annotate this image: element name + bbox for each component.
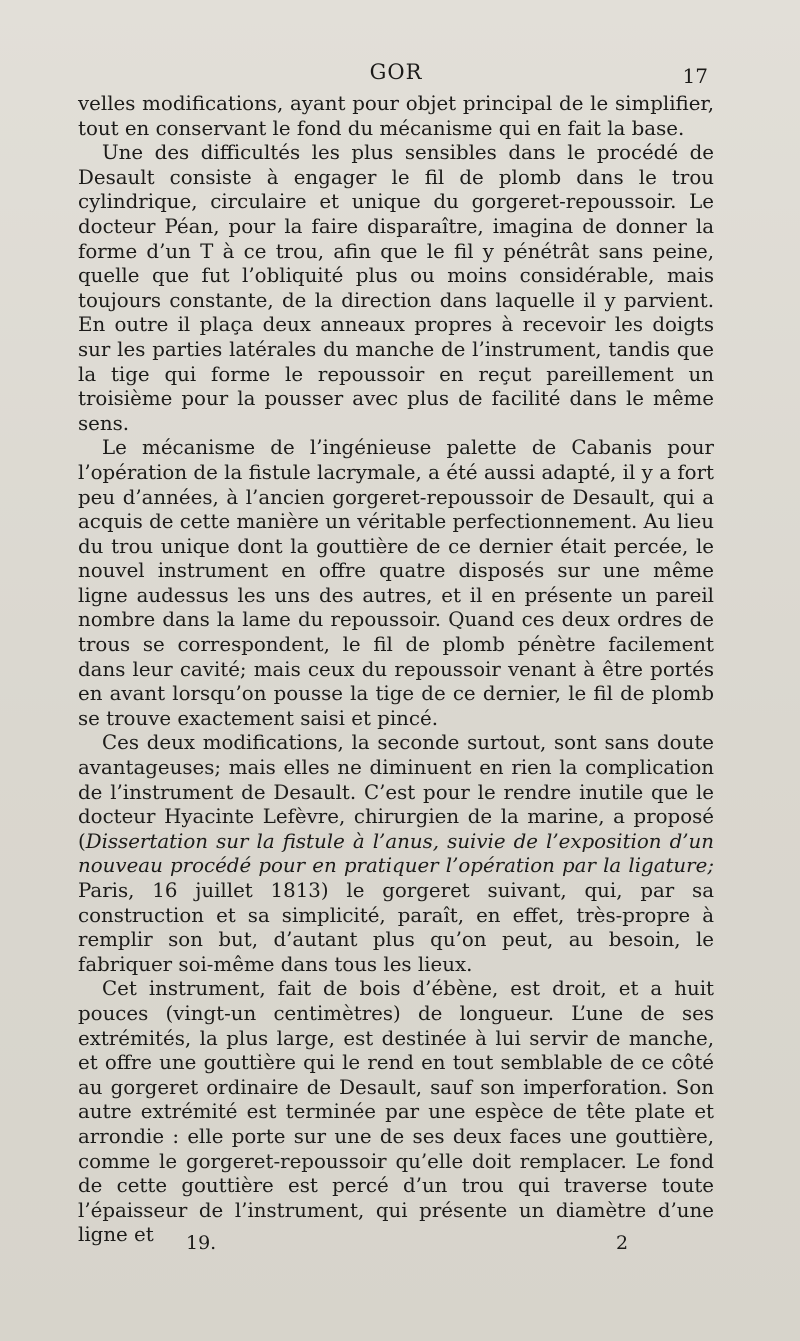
paragraph-3: Le mécanisme de l’ingénieuse palette de Cabanis pour l’opération de la fistule lacrymale, a été aussi adapté, il y a fort peu d’années, à l’ancien gorgeret-repoussoir de Desault, qui a acquis de cette manière un véritable perfectionnement. Au lieu du trou unique dont la gouttière de ce dernier était percée, le nouvel instrument en offre quatre disposés sur une même ligne audessus les uns des autres, et il en présente un pareil nombre dans la lame du repoussoir. Quand ces deux ordres de trous se correspondent, le fil de plomb pénètre facilement dans leur cavité; mais ceux du repoussoir venant à être portés en avant lorsqu’on pousse la tige de ce dernier, le fil de plomb se trouve exactement saisi et pincé. [78,436,714,730]
paragraph-5: Cet instrument, fait de bois d’ébène, est droit, et a huit pouces (vingt-un centimètres) de longueur. L’une de ses extrémités, la plus large, est destinée à lui servir de manche, et offre une gouttière qui le rend en tout semblable de ce côté au gorgeret ordinaire de Desault, sauf son imperforation. Son autre extrémité est terminée par une espèce de tête plate et arrondie : elle porte sur une de ses deux faces une gouttière, comme le gorgeret-repoussoir qu’elle doit remplacer. Le fond de cette gouttière est percé d’un trou qui traverse toute l’épaisseur de l’instrument, qui présente un diamètre d’une ligne et [78,977,714,1247]
paragraph-4-citation-italic: Dissertation sur la fistule à l’anus, suivie de l’exposition d’un nouveau procédé pour en pratiquer l’opération par la ligature; [78,829,714,878]
signature-mark: 19. [186,1232,217,1254]
paragraph-4 [78,731,714,977]
page-header [78,60,714,90]
paragraph-2: Une des difficultés les plus sensibles dans le procédé de Desault consiste à engager le fil de plomb dans le trou cylindrique, circulaire et unique du gorgeret-repoussoir. Le docteur Péan, pour la faire disparaître, imagina de donner la forme d’un T à ce trou, afin que le fil y pénétrât sans peine, quelle que fut l’obliquité plus ou moins considérable, mais toujours constante, de la direction dans laquelle il y parvient. En outre il plaça deux anneaux propres à recevoir les doigts sur les parties latérales du manche de l’instrument, tandis que la tige qui forme le repoussoir en reçut pareillement un troisième pour la pousser avec plus de facilité dans le même sens. [78,141,714,435]
paragraph-4-text-before: Ces deux modifications, la seconde surtout, sont sans doute avantageuses; mais elles ne diminuent en rien la complication de l’instrument de Desault. C’est pour le rendre inutile que le docteur Hyacinte Lefèvre, chirurgien de la marine, a proposé ( [78,731,714,853]
paragraph-4-text-after: Paris, 16 juillet 1813) le gorgeret suivant, qui, par sa construction et sa simplicité, paraît, en effet, très-propre à remplir son but, d’autant plus qu’on peut, au besoin, le fabriquer soi-même dans tous les lieux. [78,879,714,976]
body-text [78,92,714,1248]
page-number: 17 [682,64,708,88]
paragraph-1: velles modifications, ayant pour objet principal de le simplifier, tout en conservant le fond du mécanisme qui en fait la base. [78,92,714,140]
page-footer [78,1232,714,1260]
running-head: GOR [369,60,423,84]
signature-letter: 2 [616,1232,629,1254]
